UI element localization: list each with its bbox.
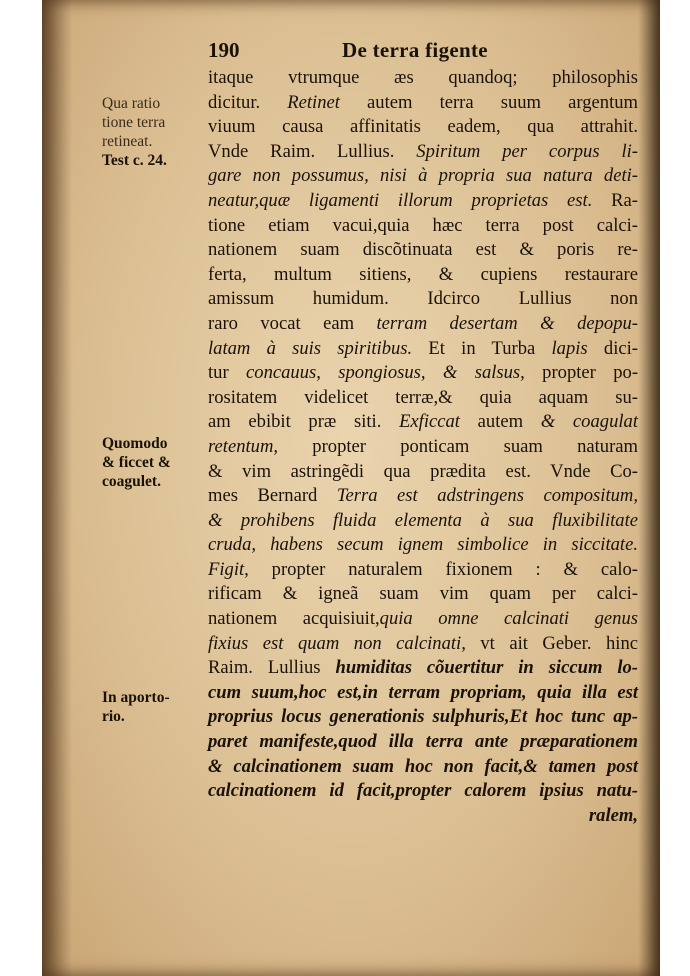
text-line (208, 656, 638, 681)
text-segment: ralem, (588, 804, 638, 826)
margin-note-line: Quomodo (102, 435, 168, 452)
text-segment: raro vocat eam (208, 312, 377, 334)
text-line (208, 705, 638, 730)
margin-note-line: rio. (102, 708, 125, 725)
text-segment: Vnde Raim. Lullius. (208, 140, 417, 162)
text-line (208, 263, 638, 288)
text-line (208, 115, 638, 140)
text-segment: tione etiam vacui,quia hæc terra post calci- (208, 214, 638, 236)
margin-note-line: retineat. (102, 133, 153, 150)
text-segment: Raim. Lullius (208, 657, 336, 679)
text-line (208, 730, 638, 755)
text-segment: amissum humidum. Idcirco Lullius non (208, 288, 638, 310)
body-text (208, 66, 638, 828)
text-segment: nationem suam discõtinuata est & poris re- (208, 239, 638, 261)
text-segment: lapis (551, 337, 588, 359)
book-page (42, 0, 660, 976)
text-segment: ferta, multum sitiens, & cupiens restaurare (208, 263, 638, 285)
text-segment: Figit, (208, 558, 249, 580)
text-segment: viuum causa affinitatis eadem, qua attrahit. (208, 116, 638, 138)
text-line (208, 755, 638, 780)
text-segment: & vim astringẽdi qua prædita est. Vnde Co- (208, 460, 638, 482)
text-line (208, 435, 638, 460)
text-line (208, 287, 638, 312)
text-line (208, 164, 638, 189)
text-line (208, 140, 638, 165)
text-line (208, 632, 638, 657)
text-line (208, 582, 638, 607)
text-line (208, 214, 638, 239)
text-segment: autem (459, 411, 541, 433)
margin-note-line: tione terra (102, 114, 166, 131)
text-segment: fixius est quam non calcinati, (208, 632, 466, 654)
text-line (208, 312, 638, 337)
margin-note-aporto (102, 688, 202, 726)
text-line (208, 607, 638, 632)
text-segment: proprius locus generationis sulphuris,Et hoc tunc ap- (208, 706, 638, 728)
text-line (208, 386, 638, 411)
text-segment: neatur,quæ ligamenti illorum proprietas est. (208, 189, 593, 211)
text-segment: terram desertam & depopu- (376, 312, 638, 334)
text-segment: tur (208, 362, 247, 384)
text-segment: Exficcat (399, 411, 460, 433)
text-segment: concauus, spongiosus, & salsus, (246, 362, 525, 384)
text-line (208, 91, 638, 116)
text-segment: nationem acquisiuit, (208, 608, 380, 630)
running-title: De terra figente (342, 38, 488, 62)
text-segment: am ebibit præ siti. (208, 411, 400, 433)
text-segment: calcinationem id facit,propter calorem ipsius natu- (208, 780, 638, 802)
margin-note-ratio (102, 94, 202, 170)
text-segment: retentum, (208, 435, 279, 457)
margin-note-line: In aporto- (102, 689, 170, 706)
text-line (208, 509, 638, 534)
margin-note-line: coagulet. (102, 473, 161, 490)
margin-note-quomodo (102, 434, 202, 491)
text-segment: dici- (587, 337, 638, 359)
text-segment: propter po- (524, 362, 639, 384)
margin-note-line: Qua ratio (102, 95, 161, 112)
text-segment: Terra est adstringens compositum, (336, 485, 638, 507)
text-segment: Et in Turba (412, 337, 552, 359)
text-segment: mes Bernard (208, 485, 337, 507)
margin-note-line: & ficcet & (102, 454, 171, 471)
text-segment: & calcinationem suam hoc non facit,& tamen post (208, 755, 638, 777)
text-line (208, 66, 638, 91)
text-line (208, 804, 638, 829)
text-segment: paret manifeste,quod illa terra ante præparationem (208, 731, 638, 753)
text-segment: itaque vtrumque æs quandoq; philosophis (208, 67, 638, 88)
text-segment: Retinet (287, 91, 340, 113)
text-line (208, 189, 638, 214)
text-segment: propter ponticam suam naturam (278, 435, 638, 457)
text-segment: dicitur. (208, 91, 288, 113)
text-segment: gare non possumus, nisi à propria sua natura deti- (208, 165, 638, 187)
text-segment: & coagulat (540, 411, 638, 433)
text-segment: rificam & igneã suam vim quam per calci- (208, 583, 638, 605)
text-line (208, 681, 638, 706)
text-segment: rositatem videlicet terræ,& quia aquam su- (208, 386, 638, 408)
text-segment: vt ait Geber. hinc (465, 632, 638, 654)
text-line (208, 361, 638, 386)
text-line (208, 558, 638, 583)
text-segment: autem terra suum argentum (339, 91, 638, 113)
margin-note-line: Test c. 24. (102, 152, 167, 169)
text-line (208, 779, 638, 804)
text-segment: & prohibens fluida elementa à sua fluxibilitate (208, 509, 638, 531)
text-segment: latam à suis spiritibus. (208, 337, 413, 359)
page-header (208, 38, 628, 68)
page-number: 190 (208, 38, 240, 62)
text-line (208, 238, 638, 263)
text-line (208, 410, 638, 435)
text-segment: humiditas cõuertitur in siccum lo- (335, 657, 638, 679)
text-line (208, 460, 638, 485)
text-segment: Spiritum per corpus li- (416, 140, 638, 162)
text-segment: propter naturalem fixionem : & calo- (248, 558, 638, 580)
text-line (208, 337, 638, 362)
text-segment: cruda, habens secum ignem simbolice in siccitate. (208, 534, 638, 556)
text-segment: cum suum,hoc est,in terram propriam, quia illa est (208, 681, 638, 703)
text-segment: quia omne calcinati genus (379, 608, 638, 630)
text-line (208, 484, 638, 509)
text-segment: Ra- (592, 189, 638, 211)
text-line (208, 533, 638, 558)
